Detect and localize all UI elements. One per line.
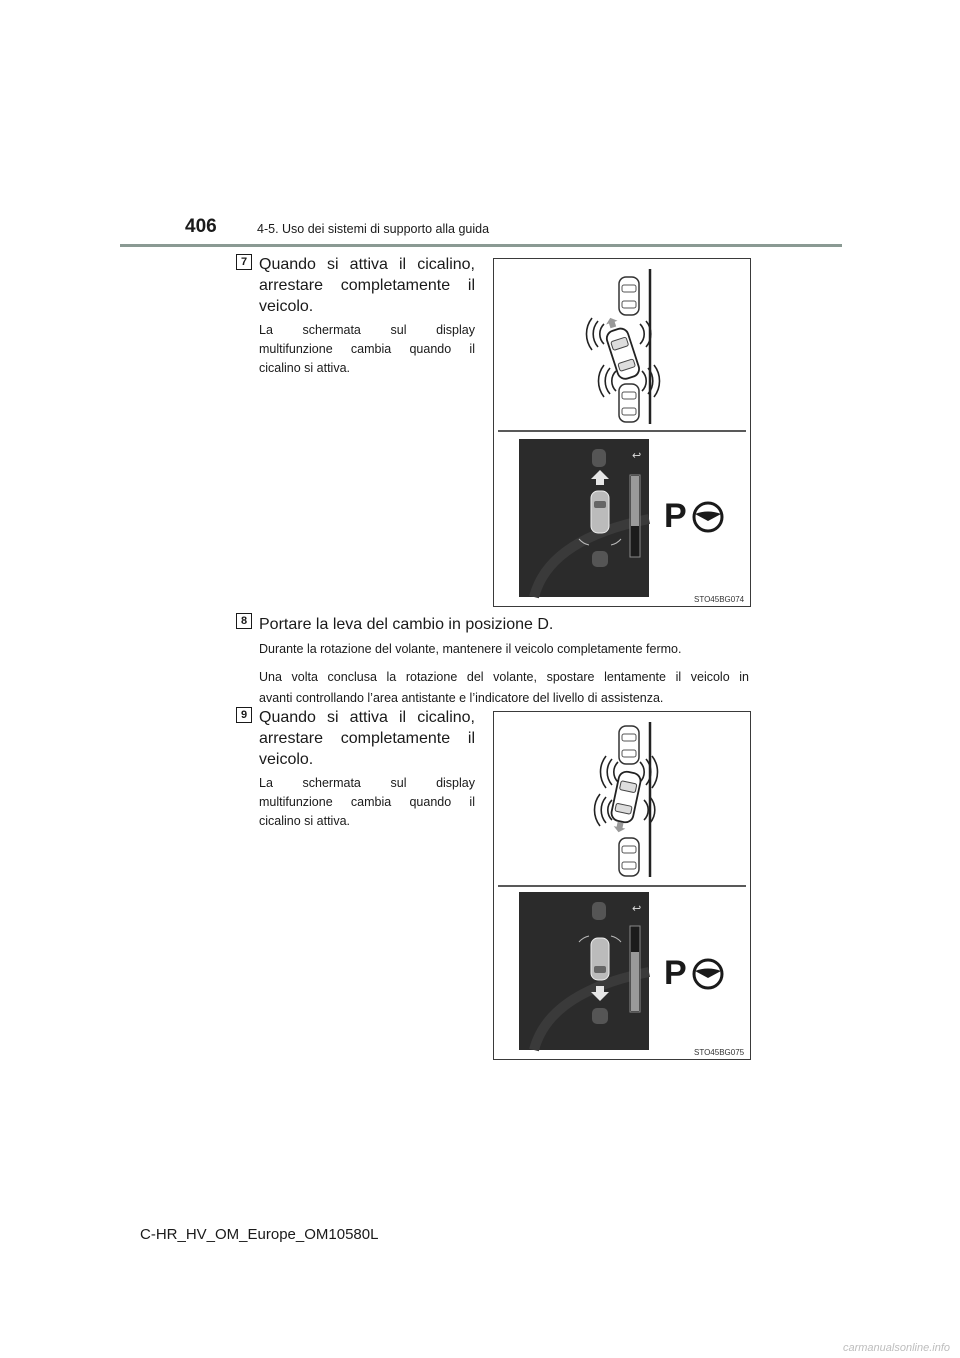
step-9-title [259,707,475,770]
figure-code: STO45BG074 [694,595,745,604]
step-7-title-line: arrestare completamente il [259,277,475,294]
step-7-title-line: veicolo. [259,298,314,315]
parking-illustration-forward [494,259,750,606]
page-number: 406 [185,216,217,237]
step-7-description [259,321,475,378]
step-9-title-line: arrestare completamente il [259,730,475,747]
step-9-desc-line: cicalino si attiva. [259,814,351,828]
steering-wheel-icon [694,503,722,531]
step-7-desc-line: multifunzione cambia quando il [259,342,475,356]
figure-step-7 [493,258,751,607]
section-title: 4-5. Uso dei sistemi di supporto alla guida [257,222,490,236]
steering-wheel-icon [694,960,722,988]
step-badge-7: 7 [236,254,252,270]
step-8-title: Portare la leva del cambio in posizione D. [259,616,554,633]
own-car-icon [608,770,642,834]
parking-symbol: P [664,497,687,535]
step-8-paragraph: Una volta conclusa la rotazione del volante, spostare lentamente il veicolo in [259,670,749,684]
step-8-paragraph: Durante la rotazione del volante, mantenere il veicolo completamente fermo. [259,642,682,656]
figure-code: STO45BG075 [694,1048,745,1057]
header-rule [120,244,842,247]
parked-car-rear-icon [619,838,639,876]
step-7-desc-line: La schermata sul display [259,323,475,337]
step-8-paragraph: avanti controllando l’area antistante e l’indicatore del livello di assistenza. [259,691,664,705]
step-9-description [259,774,475,831]
return-icon: ↩ [632,449,642,462]
step-7-title [259,254,475,317]
step-9-desc-line: multifunzione cambia quando il [259,795,475,809]
return-icon: ↩ [632,902,642,915]
own-car-icon [601,314,641,381]
parked-car-rear-icon [619,384,639,422]
step-9-desc-line: La schermata sul display [259,776,475,790]
parked-car-front-icon [619,726,639,764]
parking-illustration-reverse [494,712,750,1059]
parked-car-front-icon [619,277,639,315]
step-7-title-line: Quando si attiva il cicalino, [259,256,475,273]
step-9-title-line: veicolo. [259,751,314,768]
watermark: carmanualsonline.info [842,1342,950,1354]
document-id: C-HR_HV_OM_Europe_OM10580L [140,1226,379,1243]
step-badge-8: 8 [236,613,252,629]
step-badge-9: 9 [236,707,252,723]
step-9-title-line: Quando si attiva il cicalino, [259,709,475,726]
parking-symbol: P [664,954,687,992]
step-7-desc-line: cicalino si attiva. [259,361,351,375]
figure-step-9 [493,711,751,1060]
